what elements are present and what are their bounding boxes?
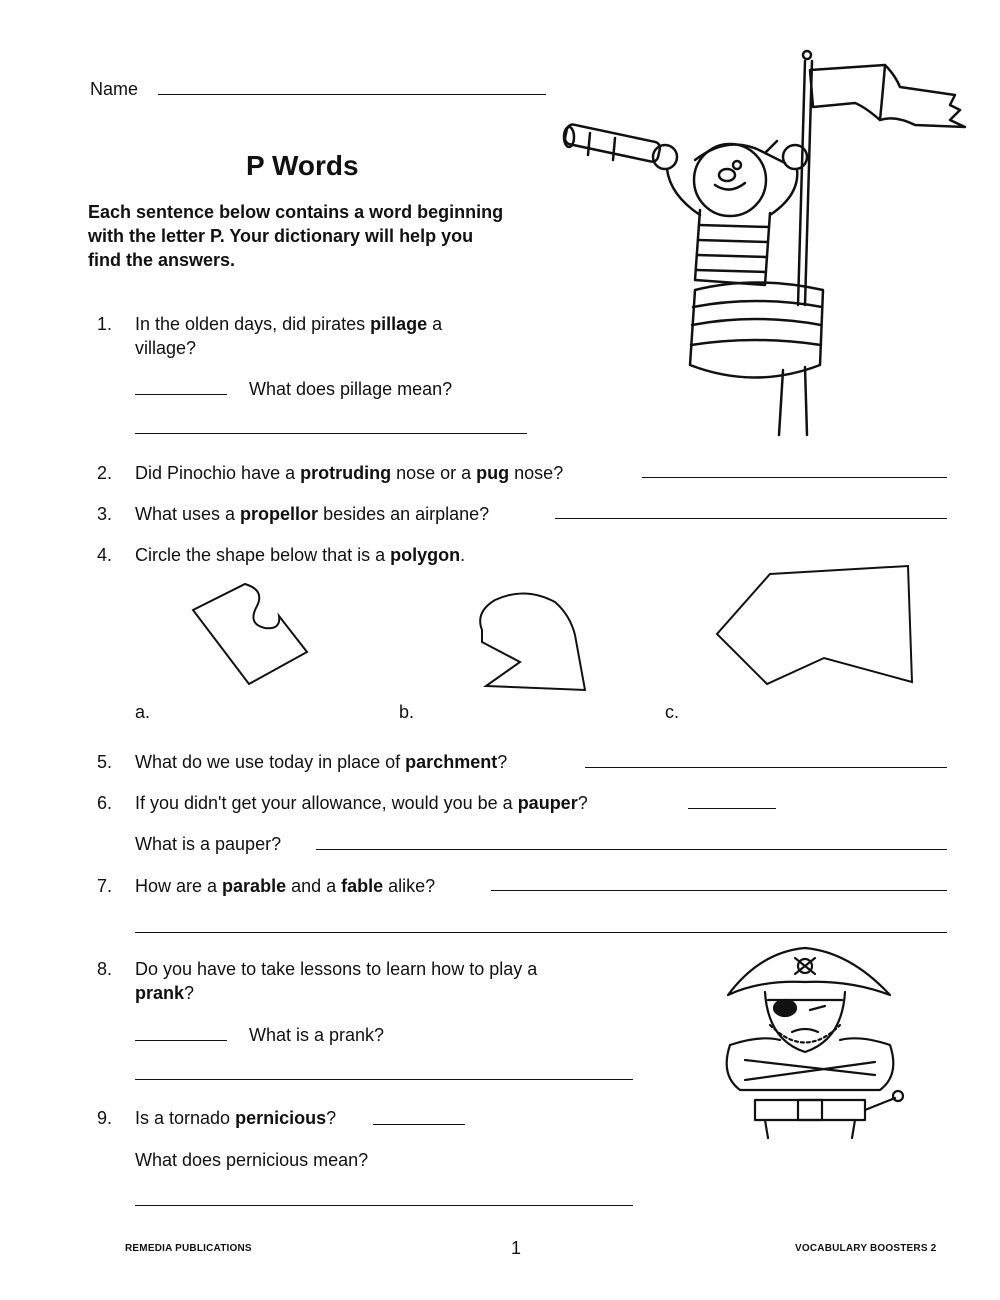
q1-answer-blank[interactable]	[135, 394, 227, 395]
q1-text: In the olden days, did pirates pillage a	[135, 314, 443, 334]
q6-meaning-line[interactable]	[316, 849, 947, 850]
shape-b-curved[interactable]	[470, 590, 590, 692]
q4-number: 4.	[97, 545, 113, 565]
q8-number: 8.	[97, 959, 113, 979]
instructions-line-2: with the letter P. Your dictionary will help you	[88, 226, 474, 246]
q7-number: 7.	[97, 876, 113, 896]
pirate-captain-illustration	[710, 940, 910, 1140]
q5-text: What do we use today in place of parchment?	[135, 752, 508, 772]
instructions-line-3: find the answers.	[88, 250, 236, 270]
q9-meaning-line[interactable]	[135, 1205, 633, 1206]
q2-number: 2.	[97, 463, 113, 483]
q1-sub-question: What does pillage mean?	[249, 379, 453, 399]
shape-a-puzzle[interactable]	[185, 580, 315, 690]
q8-text-line-2: prank?	[135, 983, 195, 1003]
q7-answer-line-1[interactable]	[491, 890, 947, 891]
pirate-lookout-illustration	[555, 45, 975, 440]
shape-c-polygon[interactable]	[712, 562, 917, 690]
shape-c-label: c.	[665, 702, 680, 722]
q5-answer-line[interactable]	[585, 767, 947, 768]
name-field[interactable]	[158, 94, 546, 95]
footer-publisher: REMEDIA PUBLICATIONS	[125, 1243, 252, 1254]
q8-text: Do you have to take lessons to learn how to play a	[135, 959, 538, 979]
name-label: Name	[90, 79, 139, 99]
q8-meaning-line[interactable]	[135, 1079, 633, 1080]
page-number: 1	[511, 1238, 522, 1258]
q2-answer-line[interactable]	[642, 477, 947, 478]
q1-meaning-line[interactable]	[135, 433, 527, 434]
q3-answer-line[interactable]	[555, 518, 947, 519]
q9-number: 9.	[97, 1108, 113, 1128]
q8-answer-blank[interactable]	[135, 1040, 227, 1041]
q6-text: If you didn't get your allowance, would you be a pauper?	[135, 793, 588, 813]
q7-answer-line-2[interactable]	[135, 932, 947, 933]
q9-sub-question: What does pernicious mean?	[135, 1150, 369, 1170]
footer-series: VOCABULARY BOOSTERS 2	[795, 1243, 937, 1254]
page-title: P Words	[246, 150, 359, 181]
q7-text: How are a parable and a fable alike?	[135, 876, 436, 896]
q6-number: 6.	[97, 793, 113, 813]
shape-a-label: a.	[135, 702, 151, 722]
instructions-line-1: Each sentence below contains a word beginning	[88, 202, 504, 222]
q1-text-line-2: village?	[135, 338, 197, 358]
q1-number: 1.	[97, 314, 113, 334]
q5-number: 5.	[97, 752, 113, 772]
q9-answer-blank[interactable]	[373, 1124, 465, 1125]
shape-b-label: b.	[399, 702, 415, 722]
q2-text: Did Pinochio have a protruding nose or a pug nose?	[135, 463, 564, 483]
q6-sub-question: What is a pauper?	[135, 834, 282, 854]
q3-number: 3.	[97, 504, 113, 524]
q8-sub-question: What is a prank?	[249, 1025, 385, 1045]
q4-text: Circle the shape below that is a polygon.	[135, 545, 466, 565]
q3-text: What uses a propellor besides an airplane?	[135, 504, 490, 524]
q9-text: Is a tornado pernicious?	[135, 1108, 337, 1128]
q6-answer-blank[interactable]	[688, 808, 776, 809]
